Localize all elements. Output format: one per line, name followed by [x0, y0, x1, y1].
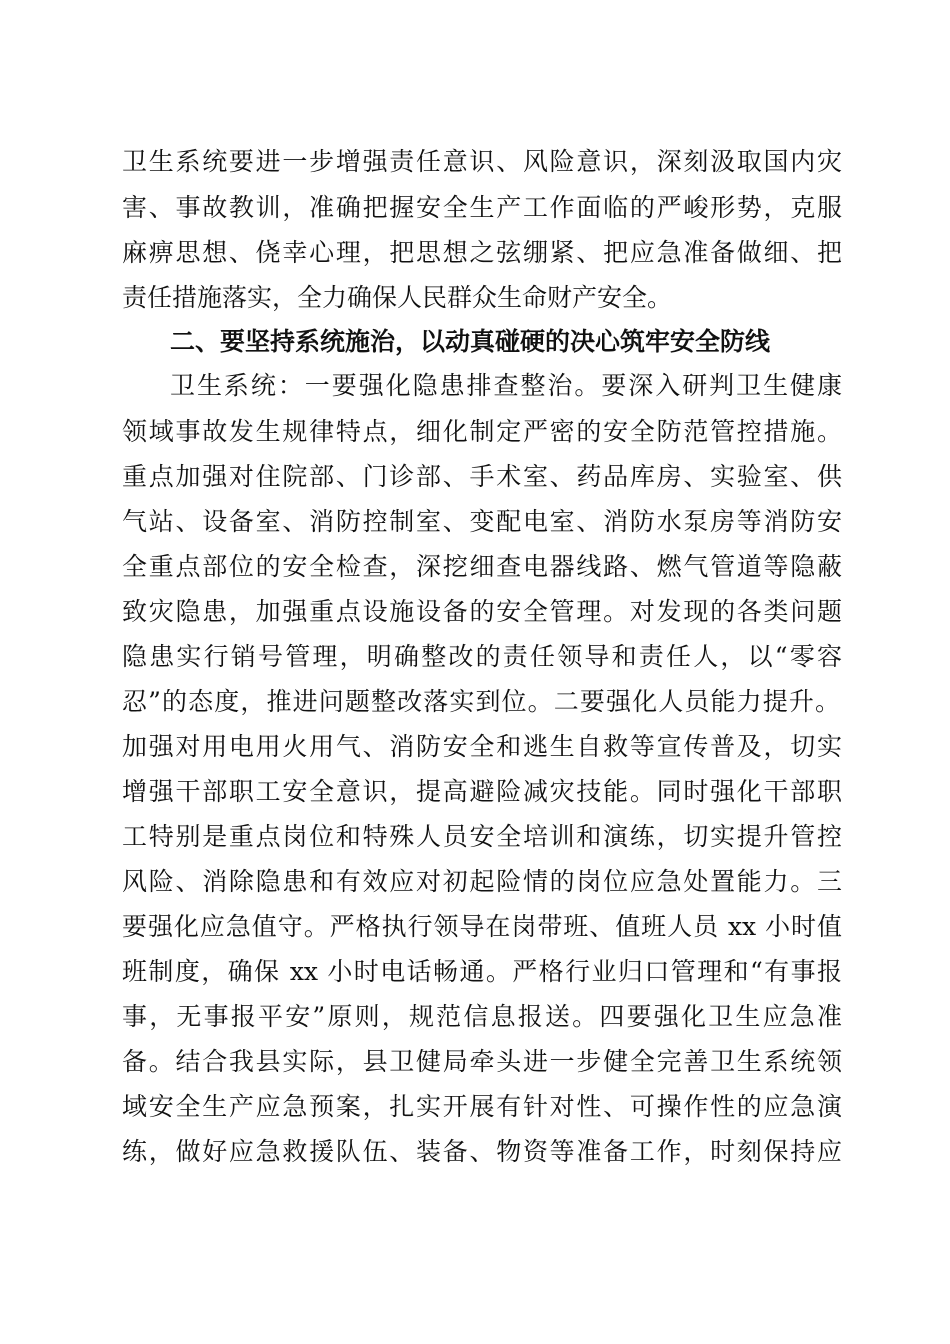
- paragraph-line: 班制度，确保 xx 小时电话畅通。严格行业归口管理和“有事报: [122, 957, 842, 986]
- section-heading: 二、要坚持系统施治，以动真碰硬的决心筑牢安全防线: [170, 327, 771, 356]
- paragraph-line: 责任措施落实，全力确保人民群众生命财产安全。: [122, 283, 673, 312]
- paragraph-line: 忍”的态度，推进问题整改落实到位。二要强化人员能力提升。: [122, 687, 840, 716]
- paragraph-line: 事，无事报平安”原则，规范信息报送。四要强化卫生应急准: [122, 1002, 842, 1031]
- paragraph-line: 备。结合我县实际，县卫健局牵头进一步健全完善卫生系统领: [122, 1047, 842, 1076]
- paragraph-line: 重点加强对住院部、门诊部、手术室、药品库房、实验室、供: [122, 462, 842, 491]
- paragraph-line: 害、事故教训，准确把握安全生产工作面临的严峻形势，克服: [122, 193, 842, 222]
- paragraph-line: 致灾隐患，加强重点设施设备的安全管理。对发现的各类问题: [122, 597, 842, 626]
- paragraph-line: 要强化应急值守。严格执行领导在岗带班、值班人员 xx 小时值: [122, 912, 842, 941]
- paragraph-line: 卫生系统：一要强化隐患排查整治。要深入研判卫生健康: [170, 371, 842, 400]
- paragraph-line: 卫生系统要进一步增强责任意识、风险意识，深刻汲取国内灾: [122, 147, 842, 176]
- paragraph-line: 领域事故发生规律特点，细化制定严密的安全防范管控措施。: [122, 417, 842, 446]
- paragraph-line: 全重点部位的安全检查，深挖细查电器线路、燃气管道等隐蔽: [122, 552, 842, 581]
- paragraph-line: 练，做好应急救援队伍、装备、物资等准备工作，时刻保持应: [122, 1137, 842, 1166]
- paragraph-line: 麻痹思想、侥幸心理，把思想之弦绷紧、把应急准备做细、把: [122, 238, 842, 267]
- paragraph-line: 域安全生产应急预案，扎实开展有针对性、可操作性的应急演: [122, 1092, 842, 1121]
- paragraph-line: 隐患实行销号管理，明确整改的责任领导和责任人，以“零容: [122, 642, 842, 671]
- paragraph-line: 加强对用电用火用气、消防安全和逃生自救等宣传普及，切实: [122, 732, 842, 761]
- paragraph-line: 气站、设备室、消防控制室、变配电室、消防水泵房等消防安: [122, 507, 842, 536]
- paragraph-line: 工特别是重点岗位和特殊人员安全培训和演练，切实提升管控: [122, 822, 842, 851]
- paragraph-line: 风险、消除隐患和有效应对初起险情的岗位应急处置能力。三: [122, 867, 842, 896]
- paragraph-line: 增强干部职工安全意识，提高避险减灾技能。同时强化干部职: [122, 777, 842, 806]
